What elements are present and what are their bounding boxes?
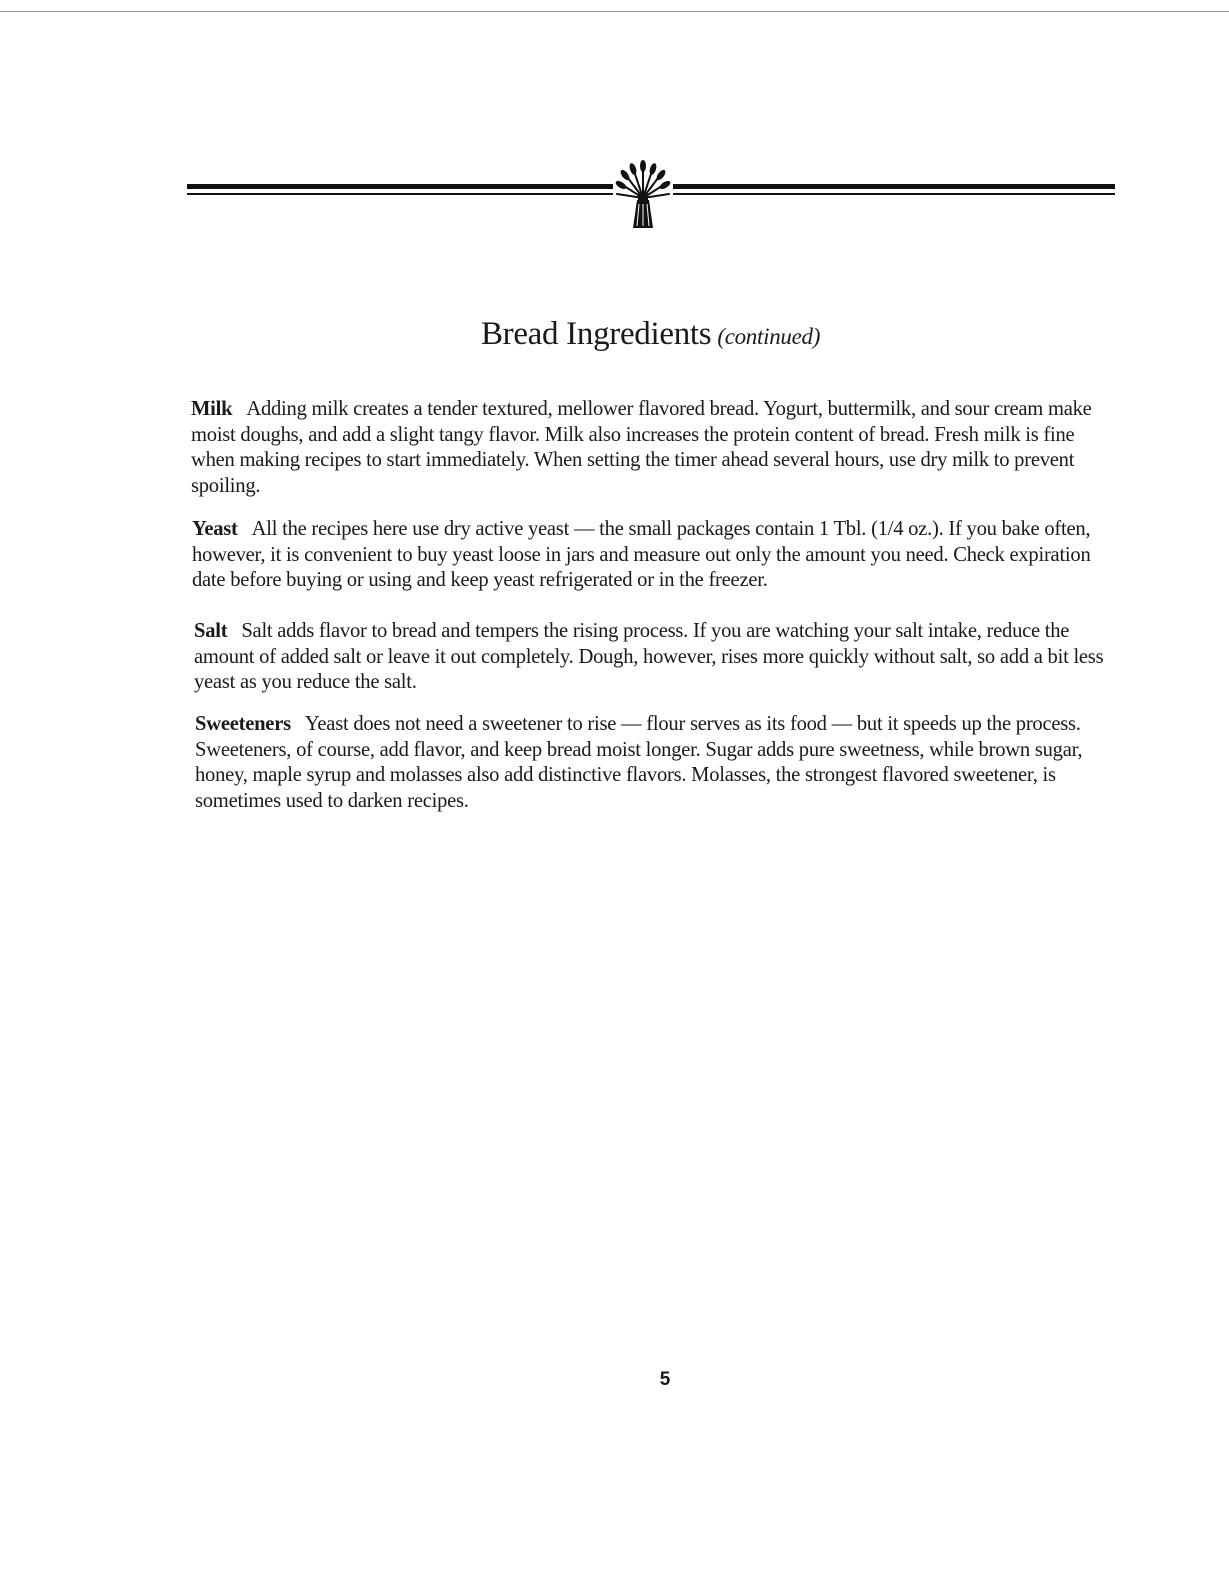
ingredient-description: Salt adds flavor to bread and tempers the rising process. If you are watching your salt intake, reduce the amount of added salt or leave it out completely. Dough, however, rises more quickly without salt, so add a bit less yeast as you reduce the salt. <box>194 620 1104 693</box>
ingredient-term: Sweeteners <box>195 713 291 735</box>
title-main: Bread Ingredients <box>480 316 712 352</box>
ingredient-entry-yeast <box>192 517 1117 594</box>
page-number: 5 <box>659 1369 671 1390</box>
ingredient-entry-salt <box>194 619 1119 696</box>
ingredient-description: All the recipes here use dry active yeast — the small packages contain 1 Tbl. (1/4 oz.). If you bake often, however, it is convenient to buy yeast loose in jars and measure out only the amount you need. Check expiration date before buying or using and keep yeast refrigerated or in the freezer. <box>192 518 1091 591</box>
ingredient-entry-milk <box>191 397 1116 499</box>
ingredient-term: Yeast <box>192 518 238 540</box>
ingredient-description: Adding milk creates a tender textured, mellower flavored bread. Yogurt, buttermilk, and sour cream make moist doughs, and add a slight tangy flavor. Milk also increases the protein content of bread. Fresh milk is fine when making recipes to start immediately. When setting the timer ahead several hours, use dry milk to prevent spoiling. <box>191 398 1092 497</box>
page-title <box>0 316 1229 353</box>
ornament-rule-left <box>187 184 613 198</box>
wheat-sheaf-icon <box>613 158 673 230</box>
ingredient-entry-sweeteners <box>195 712 1120 814</box>
top-border-line <box>0 11 1229 12</box>
ingredient-term: Milk <box>191 398 233 420</box>
ornament-rule-right <box>673 184 1115 198</box>
title-subtitle: (continued) <box>717 324 821 349</box>
header-ornament <box>187 158 1115 230</box>
ingredient-term: Salt <box>194 620 228 642</box>
ingredient-description: Yeast does not need a sweetener to rise — flour serves as its food — but it speeds up the process. Sweeteners, of course, add flavor, and keep bread moist longer. Sugar adds pure sweetness, while brown sugar, honey, maple syrup and molasses also add distinctive flavors. Molasses, the strongest flavored sweetener, is sometimes used to darken recipes. <box>195 713 1083 812</box>
